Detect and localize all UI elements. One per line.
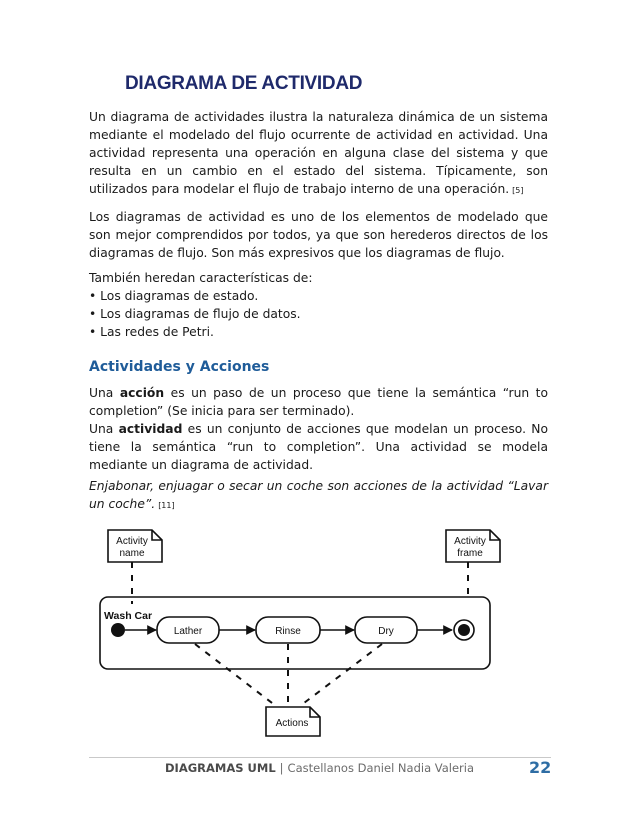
list-item: • Los diagramas de estado. [89,289,259,303]
list-item: • Los diagramas de flujo de datos. [89,307,301,321]
action-rinse-label: Rinse [275,626,301,637]
page-footer [165,761,474,775]
action-dry-label: Dry [378,626,394,637]
example-citation: [11] [158,501,175,510]
intro-text: Un diagrama de actividades ilustra la naturaleza dinámica de un sistema mediante el modelado del flujo ocurrente de actividad en actividad. Una actividad representa una operación en alguna clase del sistema y que resulta en un cambio en el estado del sistema. Típicamente, son utilizados para modelar el flujo de trabajo interno de una operación. [89,110,548,196]
heritage-paragraph: Los diagramas de actividad es uno de los elementos de modelado que son mejor comprendidos por todos, ya que son herederos directos de los diagramas de flujo. Son más expresivos que los diagramas de flujo. [89,210,548,260]
accion-pre: Una [89,386,114,400]
footer-authors: Castellanos Daniel Nadia Valeria [287,761,475,775]
section-heading: Actividades y Acciones [89,359,270,375]
note-activity-name-line1: Activity [116,536,148,547]
actividad-pre: Una [89,422,114,436]
page-number: 22 [529,758,552,777]
footer-brand: DIAGRAMAS UML [165,761,276,775]
actions-note [266,707,320,736]
action-lather-label: Lather [173,626,203,637]
footer-separator: | [279,761,284,775]
note-actions-label: Actions [275,718,309,729]
list-item: • Las redes de Petri. [89,325,214,339]
activity-frame-note [446,530,500,562]
inherits-lead: También heredan características de: [89,271,313,285]
inherits-block [89,269,548,341]
actividad-term: actividad [118,422,183,436]
example-text: Enjabonar, enjuagar o secar un coche son acciones de la actividad “Lavar un coche”. [89,479,548,511]
anchor-line-actions-right [300,644,382,706]
activity-name-note [108,530,162,562]
anchor-line-actions-left [195,644,276,706]
frame-label: Wash Car [104,610,153,622]
initial-node [111,623,125,637]
accion-term: acción [119,386,165,400]
note-activity-frame-line2: frame [457,548,483,559]
activity-diagram [90,520,530,746]
actividad-post: es un conjunto de acciones que modelan un proceso. No tiene la semántica “run to completion”. Una actividad se modela mediante un diagrama de actividad. [89,422,548,472]
accion-post: es un paso de un proceso que tiene la semántica “run to completion” (Se inicia para ser terminado). [89,386,548,418]
page-title: DIAGRAMA DE ACTIVIDAD [125,73,363,94]
accion-definition [89,384,548,420]
intro-citation: [5] [512,186,524,195]
final-node-core [458,624,470,636]
note-activity-name-line2: name [119,548,145,559]
footer-divider [89,757,551,758]
example-paragraph [89,477,548,515]
actividad-definition [89,420,548,474]
intro-paragraph [89,108,548,200]
note-activity-frame-line1: Activity [454,536,486,547]
